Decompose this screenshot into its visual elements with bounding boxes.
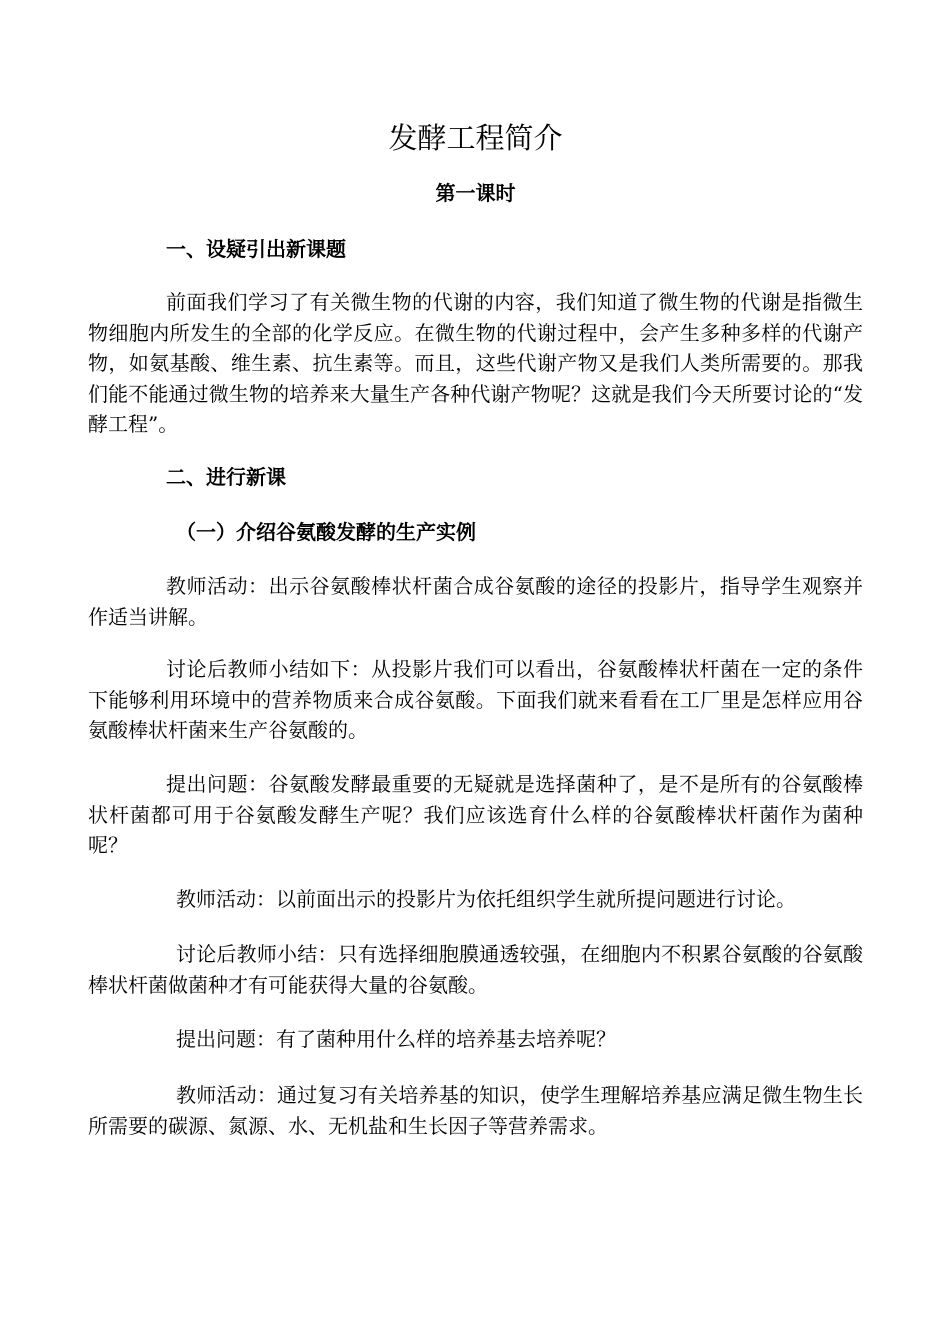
paragraph-teacher-activity-1: 教师活动：出示谷氨酸棒状杆菌合成谷氨酸的途径的投影片，指导学生观察并作适当讲解。 <box>88 574 863 629</box>
subsection-heading-1: （一）介绍谷氨酸发酵的生产实例 <box>176 520 476 544</box>
section-heading-2: 二、进行新课 <box>166 465 286 489</box>
section-heading-1: 一、设疑引出新课题 <box>166 237 346 261</box>
paragraph-teacher-activity-3: 教师活动：通过复习有关培养基的知识，使学生理解培养基应满足微生物生长所需要的碳源、氮源、水、无机盐和生长因子等营养需求。 <box>88 1083 863 1138</box>
paragraph-teacher-activity-2: 教师活动：以前面出示的投影片为依托组织学生就所提问题进行讨论。 <box>176 887 796 911</box>
paragraph-question-1: 提出问题：谷氨酸发酵最重要的无疑就是选择菌种了，是不是所有的谷氨酸棒状杆菌都可用于谷氨酸发酵生产呢？我们应该选育什么样的谷氨酸棒状杆菌作为菌种呢？ <box>88 772 863 857</box>
paragraph-intro: 前面我们学习了有关微生物的代谢的内容，我们知道了微生物的代谢是指微生物细胞内所发生的全部的化学反应。在微生物的代谢过程中，会产生多种多样的代谢产物，如氨基酸、维生素、抗生素等。而且，这些代谢产物又是我们人类所需要的。那我们能不能通过微生物的培养来大量生产各种代谢产物呢？这就是我们今天所要讨论的“发酵工程”。 <box>88 290 863 436</box>
paragraph-question-2: 提出问题：有了菌种用什么样的培养基去培养呢？ <box>176 1027 616 1051</box>
document-title: 发酵工程简介 <box>388 121 563 155</box>
paragraph-summary-1: 讨论后教师小结如下：从投影片我们可以看出，谷氨酸棒状杆菌在一定的条件下能够利用环境中的营养物质来合成谷氨酸。下面我们就来看看在工厂里是怎样应用谷氨酸棒状杆菌来生产谷氨酸的。 <box>88 657 863 742</box>
paragraph-summary-2: 讨论后教师小结：只有选择细胞膜通透较强，在细胞内不积累谷氨酸的谷氨酸棒状杆菌做菌种才有可能获得大量的谷氨酸。 <box>88 942 863 997</box>
document-subtitle: 第一课时 <box>435 181 516 205</box>
